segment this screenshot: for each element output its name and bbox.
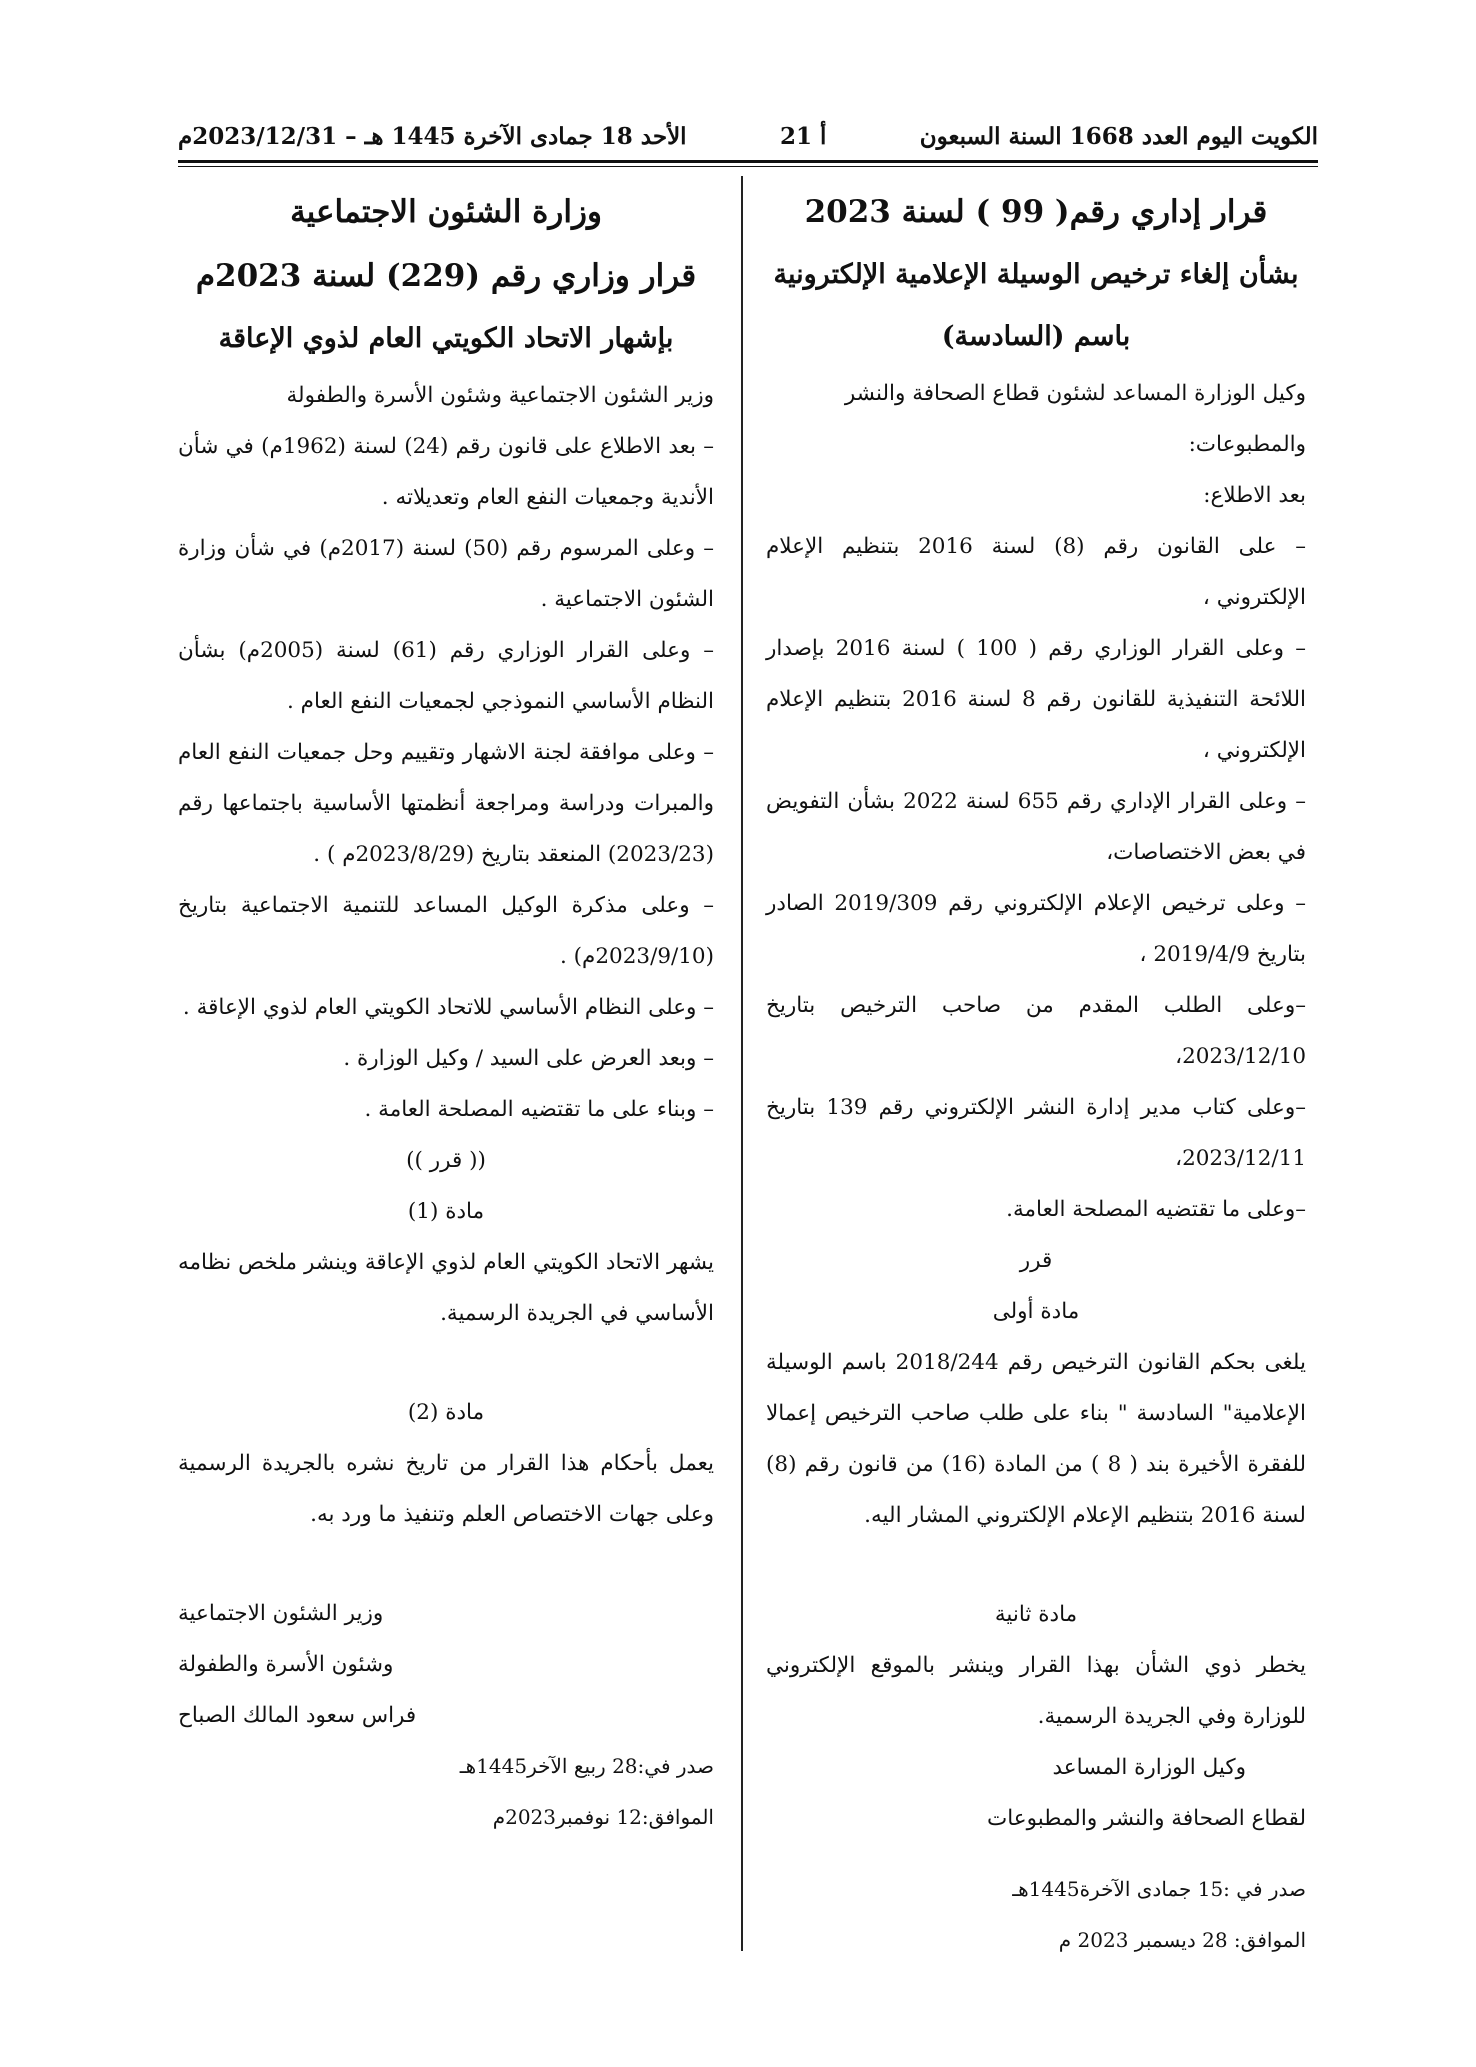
article-text: يشهر الاتحاد الكويتي العام لذوي الإعاقة وينشر ملخص نظامه الأساسي في الجريدة الرسمية.	[178, 1250, 714, 1326]
after-review: بعد الاطلاع:	[1203, 483, 1306, 508]
signature-title: وكيل الوزارة المساعد	[1052, 1755, 1246, 1780]
header-rule-thick	[178, 160, 1318, 163]
decision-subject-name: باسم (السادسة)	[941, 321, 1131, 352]
clause: – على القانون رقم (8) لسنة 2016 بتنظيم الإعلام الإلكتروني ،	[766, 534, 1306, 610]
clause: – وبناء على ما تقتضيه المصلحة العامة .	[364, 1097, 714, 1122]
clause: – وعلى القرار الوزاري رقم (61) لسنة (2005م) بشأن النظام الأساسي النموذجي لجمعيات النفع العام .	[178, 638, 714, 714]
clause: – وعلى المرسوم رقم (50) لسنة (2017م) في شأن وزارة الشئون الاجتماعية .	[178, 536, 714, 612]
column-divider	[741, 176, 743, 1951]
article-text: يخطر ذوي الشأن بهذا القرار وينشر بالموقع الإلكتروني للوزارة وفي الجريدة الرسمية.	[766, 1653, 1306, 1729]
clause: – وعلى مذكرة الوكيل المساعد للتنمية الاجتماعية بتاريخ (2023/9/10م) .	[178, 893, 714, 969]
clause: – بعد الاطلاع على قانون رقم (24) لسنة (1962م) في شأن الأندية وجمعيات النفع العام وتعديلاته .	[178, 434, 714, 510]
clause: – وعلى القرار الإداري رقم 655 لسنة 2022 بشأن التفويض في بعض الاختصاصات،	[766, 789, 1306, 865]
decided-label: (( قرر ))	[406, 1148, 486, 1173]
decision-title: قرار إداري رقم( 99 ) لسنة 2023	[804, 194, 1268, 230]
article-title: مادة أولى	[992, 1299, 1080, 1324]
issue-info: الكويت اليوم العدد 1668 السنة السبعون	[919, 122, 1318, 150]
issuer-line: وكيل الوزارة المساعد لشئون قطاع الصحافة والنشر والمطبوعات:	[844, 381, 1306, 457]
article-text: يعمل بأحكام هذا القرار من تاريخ نشره بالجريدة الرسمية وعلى جهات الاختصاص العلم وتنفيذ ما ورد به.	[178, 1451, 714, 1527]
clause: –وعلى الطلب المقدم من صاحب الترخيص بتاريخ 2023/12/10،	[766, 993, 1306, 1069]
decided-label: قرر	[1019, 1248, 1053, 1273]
corresponding-date: الموافق: 28 ديسمبر 2023 م	[1058, 1928, 1306, 1952]
article-title: مادة (2)	[407, 1400, 485, 1425]
clause: –وعلى كتاب مدير إدارة النشر الإلكتروني رقم 139 بتاريخ 2023/12/11،	[766, 1095, 1306, 1171]
header-rule-thin	[178, 166, 1318, 167]
clause: – وعلى القرار الوزاري رقم ( 100 ) لسنة 2016 بإصدار اللائحة التنفيذية للقانون رقم 8 لسنة 2016 بتنظيم الإعلام الإلكتروني ،	[766, 636, 1306, 763]
clause: – وعلى موافقة لجنة الاشهار وتقييم وحل جمعيات النفع العام والمبرات ودراسة ومراجعة أنظمتها الأساسية باجتماعها رقم (2023/23) المنعقد بتاريخ (2023/8/29م ) .	[178, 740, 714, 867]
article-title: مادة ثانية	[994, 1602, 1078, 1627]
issuer-line: وزير الشئون الاجتماعية وشئون الأسرة والطفولة	[286, 383, 714, 408]
left-column-decision	[178, 180, 714, 1843]
page-number: أ 21	[779, 122, 827, 150]
corresponding-date: الموافق:12 نوفمبر2023م	[492, 1805, 714, 1829]
issued-date: صدر في :15 جمادى الآخرة1445هـ	[1012, 1877, 1306, 1901]
decision-title: قرار وزاري رقم (229) لسنة 2023م	[195, 258, 697, 294]
page-header	[178, 116, 1318, 156]
clause: – وعلى النظام الأساسي للاتحاد الكويتي العام لذوي الإعاقة .	[182, 995, 714, 1020]
article-title: مادة (1)	[407, 1199, 485, 1224]
decision-subject: بإشهار الاتحاد الكويتي العام لذوي الإعاقة	[218, 323, 674, 354]
decision-subject: بشأن إلغاء ترخيص الوسيلة الإعلامية الإلكترونية	[773, 259, 1299, 290]
signatory-name: فراس سعود المالك الصباح	[178, 1703, 417, 1728]
ministry-name: وزارة الشئون الاجتماعية	[290, 194, 602, 230]
clause: – وعلى ترخيص الإعلام الإلكتروني رقم 2019/309 الصادر بتاريخ 2019/4/9 ،	[766, 891, 1306, 967]
signature-title-cont: وشئون الأسرة والطفولة	[178, 1652, 394, 1677]
clause: –وعلى ما تقتضيه المصلحة العامة.	[1006, 1197, 1306, 1222]
issue-date: الأحد 18 جمادى الآخرة 1445 هـ – 2023/12/31م	[178, 122, 687, 150]
right-column-decision	[766, 180, 1306, 1966]
signature-title: وزير الشئون الاجتماعية	[178, 1601, 384, 1626]
signature-department: لقطاع الصحافة والنشر والمطبوعات	[987, 1806, 1306, 1831]
article-text: يلغى بحكم القانون الترخيص رقم 2018/244 باسم الوسيلة الإعلامية" السادسة " بناء على طلب صاحب الترخيص إعمالا للفقرة الأخيرة بند ( 8 ) من المادة (16) من قانون رقم (8) لسنة 2016 بتنظيم الإعلام الإلكتروني المشار اليه.	[766, 1350, 1306, 1528]
clause: – وبعد العرض على السيد / وكيل الوزارة .	[343, 1046, 714, 1071]
issued-date: صدر في:28 ربيع الآخر1445هـ	[459, 1754, 714, 1778]
